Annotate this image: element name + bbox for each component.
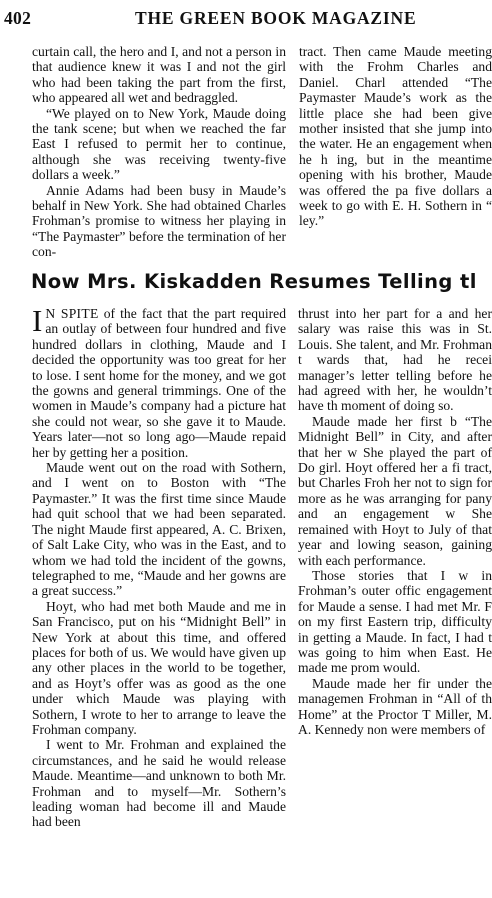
bottom-right-column: [298, 306, 492, 892]
paragraph: thrust into her part for a and her salary was raise this was in St. Louis. She talent, and Mr. Frohman t wards that, had he recei manager’s letter telling before he had agreed with her, he wouldn’t have th moment of doing so.: [298, 306, 492, 414]
running-header: [0, 6, 492, 34]
top-right-column: [299, 44, 492, 276]
page-number: 402: [4, 8, 32, 28]
top-left-column: [32, 44, 286, 276]
paragraph-text: of the fact that the part required an outlay of between four hundred and five hundred dollars in clothing, Maude and I decided the opportunity was too great for her to lose. I sent home for the money, and we got the gowns and general trimmings. One of the women in Maude’s company had a picture hat she could not wear, so she gave it to Maude. Years later—not so long ago—Maude repaid her by getting her a position.: [32, 306, 286, 460]
paragraph: Maude went out on the road with Sothern, and I went on to Boston with “The Paymaster.” It was the first time since Maude had quit school that we had been separated. The night Maude first appeared, A. C. Brixen, of Salt Lake City, who was in the East, and to whom we had told the incident of the gowns, telegraphed to me, “Maude and her gowns are a great success.”: [32, 460, 286, 599]
paragraph: Hoyt, who had met both Maude and me in San Francisco, put on his “Midnight Bell” in New York at about this time, and offered places for both of us. We would have given up any other places in the world to be together, and as Hoyt’s offer was as good as the one under which Maude was playing with Sothern, I wrote to her to arrange to leave the Frohman company.: [32, 598, 286, 737]
paragraph: tract. Then came Maude meeting with the Frohm Charles and Daniel. Charl attended “The Paymaster Maude’s work as the little place she had been give mother insisted that she jump into the water. He an engagement when he h ing, but in the meantime opening with his brother, Maude was offered the pa five dollars a week to go with E. H. Sothern in “ ley.”: [299, 44, 492, 229]
paragraph: curtain call, the hero and I, and not a person in that audience knew it was I and not the girl who had been taking the part from the first, who appeared all wet and bedraggled.: [32, 44, 286, 106]
paragraph: Those stories that I w in Frohman’s outer offic engagement for Maude a sense. I had met Mr. F on my first Eastern trip, difficulty in getting a Maude. In fact, I had t was going to him when East. He made me prom would.: [298, 567, 492, 676]
drop-cap: I: [32, 306, 43, 338]
paragraph: “We played on to New York, Maude doing the tank scene; but when we reached the far East I refused to permit her to continue, although she was receiving twenty-five dollars a week.”: [32, 105, 286, 183]
paragraph: Maude made her first b “The Midnight Bell” in City, and after that her w She played the part of Do girl. Hoyt offered her a fi tract, but Charles Froh her not to sign for more as he was arranging for pany and an engagement w She remained with Hoyt to July of that year and lowing season, gaining with each performance.: [298, 413, 492, 568]
paragraph: Maude made her fir under the managemen Frohman in “All of th Home” at the Proctor T Miller, M. A. Kennedy non were members of: [298, 675, 492, 737]
section-heading: Now Mrs. Kiskadden Resumes Telling tl: [31, 270, 477, 293]
opening-small-caps: N SPITE: [45, 306, 99, 321]
bottom-left-column: [32, 306, 286, 892]
opening-paragraph: [32, 306, 286, 460]
magazine-title: THE GREEN BOOK MAGAZINE: [135, 8, 417, 28]
paragraph: I went to Mr. Frohman and explained the circumstances, and he said he would release Maude. Meantime—and unknown to both Mr. Frohman and to myself—Mr. Sothern’s leading woman had become ill and Maude had been: [32, 737, 286, 830]
paragraph: Annie Adams had been busy in Maude’s behalf in New York. She had obtained Charles Frohman’s promise to witness her playing in “The Paymaster” before the termination of her con-: [32, 182, 286, 260]
